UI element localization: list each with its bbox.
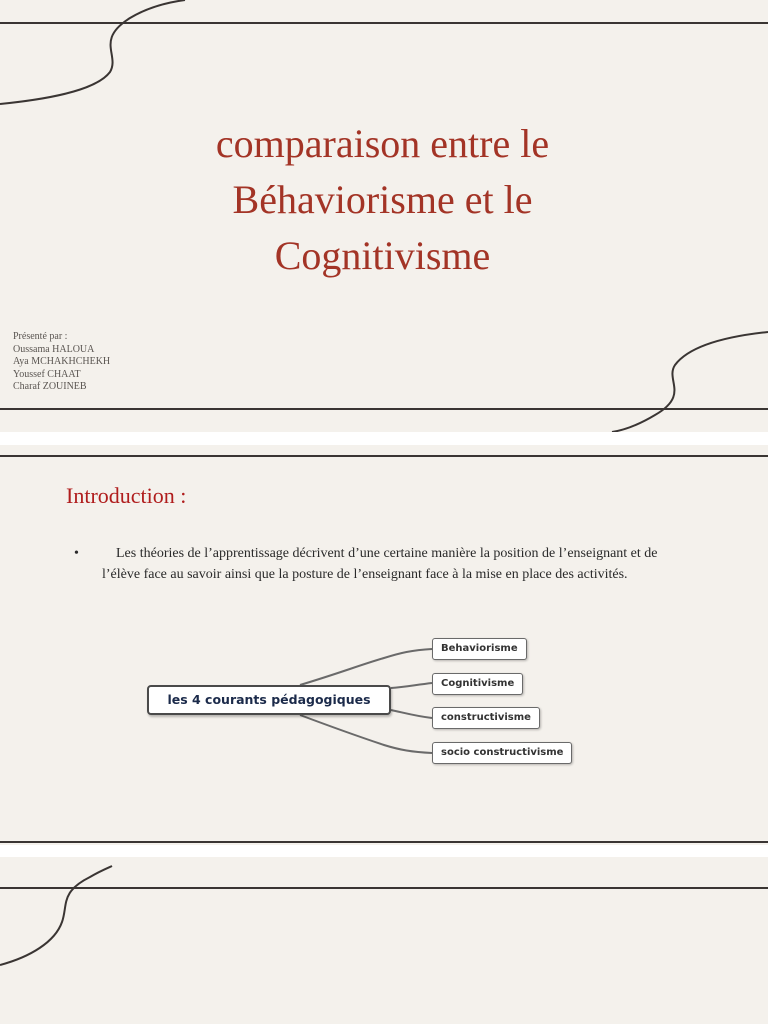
presenter-name: Oussama HALOUA (13, 343, 95, 355)
presenter-name: Aya MCHAKHCHEKH (13, 356, 111, 367)
bottom-rule (0, 408, 768, 410)
mindmap-node-cognitivisme: Cognitivisme (432, 673, 523, 695)
mindmap-root-node: les 4 courants pédagogiques (147, 685, 391, 715)
decorative-curves (0, 857, 768, 1024)
top-rule (0, 22, 768, 24)
slide-title (100, 116, 665, 284)
bullet-icon: • (74, 546, 79, 561)
presenters-list (13, 331, 110, 394)
presenter-name: Charaf ZOUINEB (13, 381, 87, 392)
top-rule (0, 887, 768, 889)
intro-paragraph: Les théories de l’apprentissage décrivent d’une certaine manière la position de l’enseignant et de l’élève face au savoir ainsi que la posture de l’enseignant face à la mise en place des activités. (102, 546, 658, 582)
mindmap-node-behaviorisme: Behaviorisme (432, 638, 527, 660)
title-line: comparaison entre le (215, 121, 550, 166)
partial-slide (0, 857, 768, 1024)
presented-by-label: Présenté par : (13, 331, 68, 342)
introduction-slide (0, 445, 768, 845)
mindmap-connectors (0, 445, 768, 845)
presenter-name: Youssef CHAAT (13, 368, 81, 380)
intro-heading: Introduction : (66, 483, 187, 508)
mindmap-node-socio-constructivisme: socio constructivisme (432, 742, 572, 764)
title-slide (0, 0, 768, 432)
title-line: Béhaviorisme et le (232, 177, 533, 222)
mindmap-node-constructivisme: constructivisme (432, 707, 540, 729)
title-line: Cognitivisme (274, 233, 491, 278)
